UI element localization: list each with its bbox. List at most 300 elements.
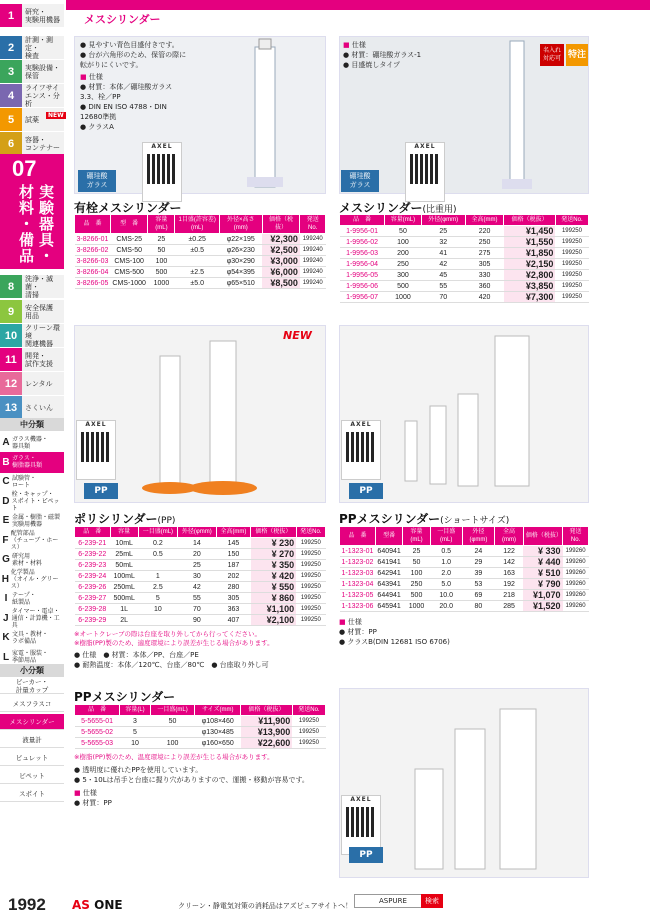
mid-category-G[interactable] xyxy=(0,549,64,570)
table-cell: 5 xyxy=(138,593,177,604)
table-cell: ±0.5 xyxy=(175,245,219,256)
table-cell: 3-8266-02 xyxy=(76,246,109,254)
table-cell: 25mL xyxy=(110,549,138,560)
table-cell: 1-9956-04 xyxy=(340,259,385,270)
table-cell: ¥ 440 xyxy=(523,557,562,568)
table-cell: 1-1323-01 xyxy=(341,547,374,555)
chapter-label-text: 研究・ 実験用機器 xyxy=(25,7,60,24)
table-row xyxy=(75,245,326,256)
chapter-07-title: 材料・備品 xyxy=(17,184,35,264)
table-cell: 202 xyxy=(216,571,250,582)
mid-category-H[interactable] xyxy=(0,569,64,590)
col-header: 発送No. xyxy=(292,705,325,716)
table-cell: CMS-50 xyxy=(110,245,147,256)
table-cell: 199260 xyxy=(563,579,589,590)
axel-qr-code[interactable]: AXEL xyxy=(341,795,381,855)
table-cell: 199260 xyxy=(563,590,589,601)
table-cell: ¥3,000 xyxy=(262,256,300,267)
mid-category-label: 配管部品 （チューブ・ホース） xyxy=(10,529,59,551)
table-cell: 70 xyxy=(178,604,217,615)
table-row xyxy=(75,582,326,593)
table-cell: ¥1,100 xyxy=(251,604,297,615)
s1-spec: ● 材質：本体／硼珪酸ガラス3.3、栓／PP xyxy=(80,83,173,101)
table-row xyxy=(75,593,326,604)
table-cell: 199250 xyxy=(555,226,588,237)
small-category-item[interactable]: スポイト xyxy=(0,786,64,802)
table-cell: 25 xyxy=(421,226,465,237)
s2-spec-head: ■ 仕様 xyxy=(343,41,366,49)
table-cell: ¥22,600 xyxy=(241,738,293,749)
table-row xyxy=(75,560,326,571)
name-print-tag: 名入れ 対応可 xyxy=(540,44,564,66)
table-cell: 3-8266-05 xyxy=(76,279,109,287)
table-cell: ¥6,000 xyxy=(262,267,300,278)
axel-qr-code[interactable]: AXEL xyxy=(341,420,381,480)
table-cell: ¥ 420 xyxy=(251,571,297,582)
table-row xyxy=(340,579,589,590)
table-cell: ¥ 350 xyxy=(251,560,297,571)
table-cell: 199240 xyxy=(300,267,326,278)
table-cell: 90 xyxy=(178,615,217,626)
table-cell: 199250 xyxy=(296,538,325,549)
table-cell: 39 xyxy=(462,568,495,579)
s5-note: ※樹脂(PP)製のため、温度環境により誤差が生じる場合があります。 xyxy=(74,753,274,761)
col-header: 価格（税抜） xyxy=(523,527,562,546)
table-cell: 10mL xyxy=(110,538,138,549)
mid-category-B[interactable] xyxy=(0,452,64,473)
table-cell: 1-9956-05 xyxy=(340,270,385,281)
table-cell: ¥ 550 xyxy=(251,582,297,593)
table-cell: 6-239-22 xyxy=(75,549,111,560)
table-row xyxy=(340,270,589,281)
search-button[interactable]: 検索 xyxy=(421,894,443,908)
col-header: 品 番 xyxy=(340,527,376,546)
table-cell: ¥ 330 xyxy=(523,546,562,557)
table-cell: 1000 xyxy=(403,601,430,612)
chapter-label xyxy=(22,300,64,323)
col-header: 価格（税抜） xyxy=(241,705,293,716)
sidebar-chapter-2[interactable] xyxy=(0,36,64,59)
small-category-item[interactable]: メスフラスコ xyxy=(0,696,64,712)
s4-title: PPメスシリンダー(ショートサイズ) xyxy=(339,512,510,526)
table-cell: 199250 xyxy=(555,292,588,303)
table-cell: CMS-500 xyxy=(110,267,147,278)
s3-table xyxy=(74,526,326,626)
table-cell: CMS-1000 xyxy=(112,279,146,287)
new-badge: NEW xyxy=(283,329,312,342)
table-row xyxy=(340,237,589,248)
table-cell: 305 xyxy=(465,259,504,270)
chapter-number: 2 xyxy=(0,36,22,59)
custom-order-tag: 特注 xyxy=(566,44,588,66)
table-cell: ¥13,900 xyxy=(241,727,293,738)
chapter-label xyxy=(22,324,64,347)
table-cell: 1-9956-03 xyxy=(340,248,385,259)
table-cell: 1-9956-01 xyxy=(340,226,385,237)
mid-category-label: 文具・教材・ ラボ備品 xyxy=(12,630,49,645)
mid-category-letter: I xyxy=(4,593,8,604)
aspure-search-field[interactable]: ASPURE xyxy=(354,894,434,908)
s5-table xyxy=(74,704,326,749)
s2-spec-item: ● 材質：硼珪酸ガラス-1 xyxy=(343,51,422,59)
footer-text: クリーン・静電気対策の消耗品はアズピュアサイトへ！ xyxy=(178,902,353,910)
new-tag: NEW xyxy=(48,112,64,119)
table-cell: 218 xyxy=(495,590,524,601)
chapter-label-text: 開発・ 試作支援 xyxy=(25,351,53,368)
table-cell: 199240 xyxy=(300,234,326,245)
borosilicate-badge: 硼珪酸 ガラス xyxy=(341,170,379,192)
sidebar-chapter-4[interactable] xyxy=(0,84,64,107)
table-cell: 1-1323-05 xyxy=(341,591,374,599)
table-cell: 50 xyxy=(385,226,422,237)
s4-spec-item: ● 材質：PP xyxy=(339,628,377,636)
small-category-item[interactable]: ビーカー・ 計量カップ xyxy=(0,678,64,694)
table-cell: 199250 xyxy=(296,571,325,582)
col-header: サイズ(mm) xyxy=(195,705,241,716)
sidebar-chapter-11[interactable] xyxy=(0,348,64,371)
mid-category-C[interactable] xyxy=(0,471,64,492)
chapter-number: 5 xyxy=(0,108,22,131)
table-row xyxy=(340,292,589,303)
chapter-label xyxy=(22,132,64,155)
table-row xyxy=(75,267,326,278)
mid-category-E[interactable] xyxy=(0,510,64,531)
table-cell: 163 xyxy=(495,568,524,579)
table-cell: φ108×460 xyxy=(195,716,241,727)
axel-qr-code[interactable]: AXEL xyxy=(405,142,445,202)
table-cell: ±2.5 xyxy=(175,267,219,278)
table-row xyxy=(75,538,326,549)
table-cell: 407 xyxy=(216,615,250,626)
table-cell: 500mL xyxy=(110,593,138,604)
table-cell: 199250 xyxy=(555,270,588,281)
s5-bullet: ● 5・10Lは吊手と台座に握り穴がありますので、運搬・移動が容易です。 xyxy=(74,776,309,784)
table-cell: ¥2,800 xyxy=(504,270,555,281)
s2-title: メスシリンダー(比重用) xyxy=(339,201,457,215)
table-row xyxy=(340,568,589,579)
table-row xyxy=(340,601,589,612)
table-cell: 192 xyxy=(495,579,524,590)
table-cell: 285 xyxy=(495,601,524,612)
table-cell: φ30×290 xyxy=(219,256,262,267)
s2-table xyxy=(339,214,589,303)
table-cell: ¥11,900 xyxy=(241,716,293,727)
table-cell: 1000 xyxy=(385,292,422,303)
mid-category-label: 栓・キャップ・ スポイト・ピペット xyxy=(11,490,60,512)
col-header: 全高(mm) xyxy=(465,215,504,226)
table-cell: 100 xyxy=(403,568,430,579)
col-header: 品 番 xyxy=(340,215,385,226)
table-cell: 122 xyxy=(495,546,524,557)
table-cell: CMS-25 xyxy=(110,234,147,245)
s3-title: ポリシリンダー(PP) xyxy=(74,512,176,526)
table-cell: 360 xyxy=(465,281,504,292)
mid-category-F[interactable] xyxy=(0,530,64,551)
table-cell: 55 xyxy=(178,593,217,604)
table-cell: 1-9956-06 xyxy=(340,281,385,292)
chapter-number: 8 xyxy=(0,275,22,298)
table-cell: φ54×395 xyxy=(219,267,262,278)
sidebar-chapter-6[interactable] xyxy=(0,132,64,155)
s3-spec: ● 耐熱温度：本体／120℃、台座／80℃ ● 台座取り外し可 xyxy=(74,661,269,669)
table-cell: 645941 xyxy=(377,602,401,610)
table-cell: φ130×485 xyxy=(195,727,241,738)
table-cell: 500 xyxy=(148,267,175,278)
table-cell: 199240 xyxy=(300,256,326,267)
col-header: 外径(φmm) xyxy=(421,215,465,226)
mid-category-letter: D xyxy=(2,495,10,507)
table-row xyxy=(75,716,326,727)
mid-category-letter: G xyxy=(2,554,10,565)
chapter-number: 9 xyxy=(0,300,22,323)
col-header: 品 番 xyxy=(75,215,111,234)
chapter-label xyxy=(22,372,64,395)
table-cell: 220 xyxy=(465,226,504,237)
table-cell: 29 xyxy=(462,557,495,568)
table-row xyxy=(340,557,589,568)
s1-table xyxy=(74,214,326,289)
mid-category-letter: H xyxy=(1,573,9,585)
table-cell: 199250 xyxy=(555,237,588,248)
small-category-item[interactable]: メスシリンダー xyxy=(0,714,64,730)
col-header: 発送No. xyxy=(300,215,326,234)
table-cell: 6-239-26 xyxy=(75,582,111,593)
s1-spec: ● DIN EN ISO 4788・DIN 12680準拠 xyxy=(80,103,167,121)
table-cell: 199260 xyxy=(563,568,589,579)
sidebar-chapter-12[interactable] xyxy=(0,372,64,395)
s3-note: ※オートクレーブの際は台座を取り外してから行ってください。 xyxy=(74,630,261,638)
small-category-item[interactable]: ビュレット xyxy=(0,750,64,766)
table-cell: 5.0 xyxy=(430,579,462,590)
chapter-label xyxy=(22,60,64,83)
table-cell: 3-8266-04 xyxy=(76,268,109,276)
table-cell: 5-5655-02 xyxy=(75,727,120,738)
table-cell: 100 xyxy=(150,738,194,749)
table-cell: 199260 xyxy=(563,557,589,568)
mid-category-label: 家電・服装・ 季節用品 xyxy=(12,650,49,664)
col-header: 外径(φmm) xyxy=(462,527,495,546)
table-cell: ¥1,850 xyxy=(504,248,555,259)
axel-qr-code[interactable]: AXEL xyxy=(76,420,116,480)
col-header: 容量(L) xyxy=(120,705,151,716)
table-cell: 80 xyxy=(462,601,495,612)
col-header: 価格（税抜） xyxy=(504,215,555,226)
chapter-07-title: 実験器具・ xyxy=(37,184,55,264)
s5-title: PPメスシリンダー xyxy=(74,690,176,704)
as-one-logo: AS ONE xyxy=(72,898,123,912)
table-cell: 199250 xyxy=(292,738,325,749)
chapter-number: 3 xyxy=(0,60,22,83)
sidebar-chapter-10[interactable] xyxy=(0,324,64,347)
col-header: 1目盛(許容差) (mL) xyxy=(175,215,219,234)
col-header: 価格（税抜） xyxy=(251,527,297,538)
small-category-item[interactable]: ピペット xyxy=(0,768,64,784)
table-cell: 20 xyxy=(178,549,217,560)
table-cell: 6-239-21 xyxy=(75,538,111,549)
axel-qr-code[interactable]: AXEL xyxy=(142,142,182,202)
table-cell: 187 xyxy=(216,560,250,571)
chapter-07-number: 07 xyxy=(12,156,37,181)
s4-spec xyxy=(339,617,450,647)
table-cell: 6-239-23 xyxy=(75,560,111,571)
sidebar-chapter-13[interactable] xyxy=(0,396,64,419)
table-cell: 20.0 xyxy=(430,601,462,612)
col-header: 品 番 xyxy=(75,527,111,538)
table-cell: 5-5655-03 xyxy=(75,738,120,749)
top-bar xyxy=(66,0,650,10)
table-cell: 640941 xyxy=(377,547,401,555)
table-cell: 1-9956-02 xyxy=(340,237,385,248)
s3-spec: ● 仕様 ● 材質：本体／PP、台座／PE xyxy=(74,651,199,659)
col-header: 容量(mL) xyxy=(403,527,430,546)
table-cell: 55 xyxy=(421,281,465,292)
table-row xyxy=(340,546,589,557)
chapter-label xyxy=(22,396,64,419)
table-cell: ¥2,150 xyxy=(504,259,555,270)
small-category-item[interactable]: 液量計 xyxy=(0,732,64,748)
col-header: 容量(mL) xyxy=(385,215,422,226)
table-cell: 199250 xyxy=(296,549,325,560)
table-cell: 150 xyxy=(216,549,250,560)
table-cell: 1-1323-06 xyxy=(341,602,374,610)
sidebar-chapter-3[interactable] xyxy=(0,60,64,83)
chapter-number: 4 xyxy=(0,84,22,107)
s1-title: 有栓メスシリンダー xyxy=(74,201,182,215)
table-row xyxy=(75,604,326,615)
table-cell: 199250 xyxy=(555,259,588,270)
table-cell: 5 xyxy=(120,727,151,738)
col-header: 型 番 xyxy=(110,215,147,234)
table-cell: 199260 xyxy=(563,546,589,557)
chapter-label-text: クリーン環境 関連機器 xyxy=(25,323,60,348)
col-header: 型番 xyxy=(375,527,402,546)
s1-spec: ● クラスA xyxy=(80,123,114,131)
table-row xyxy=(340,259,589,270)
table-cell: 25 xyxy=(148,234,175,245)
mid-category-letter: F xyxy=(2,534,9,546)
col-header: 発送No. xyxy=(296,527,325,538)
table-cell: 250 xyxy=(403,579,430,590)
table-cell: 145 xyxy=(216,538,250,549)
table-cell: 10 xyxy=(138,604,177,615)
mid-category-J[interactable] xyxy=(0,608,64,629)
mid-category-header: 中分類 xyxy=(0,418,64,431)
col-header: 全高(mm) xyxy=(216,527,250,538)
table-row xyxy=(75,278,326,289)
mid-category-letter: B xyxy=(2,456,10,468)
chapter-07-block[interactable] xyxy=(0,154,64,269)
table-row xyxy=(75,256,326,267)
mid-category-letter: A xyxy=(2,437,10,448)
table-cell: 250mL xyxy=(110,582,138,593)
sidebar-chapter-8[interactable] xyxy=(0,275,64,298)
chapter-label-text: 実験設備・ 保管 xyxy=(25,63,60,80)
mid-category-A[interactable] xyxy=(0,432,64,453)
table-cell: ¥1,070 xyxy=(523,590,562,601)
s1-bullet: ● 見やすい青色目盛付きです。 xyxy=(80,41,179,49)
mid-category-D[interactable] xyxy=(0,491,64,512)
table-cell: ¥ 510 xyxy=(523,568,562,579)
table-cell: φ26×230 xyxy=(219,245,262,256)
s2-spec-item: ● 目盛焼しタイプ xyxy=(343,61,400,69)
table-cell: 199260 xyxy=(563,601,589,612)
sidebar-chapter-9[interactable] xyxy=(0,300,64,323)
table-cell: 199250 xyxy=(296,593,325,604)
pp-badge: PP xyxy=(349,847,383,863)
table-cell: 0.5 xyxy=(138,549,177,560)
table-cell: 1-1323-02 xyxy=(341,558,374,566)
table-cell: ¥1,550 xyxy=(504,237,555,248)
table-cell: 199250 xyxy=(296,582,325,593)
table-row xyxy=(75,234,326,245)
col-header: 価格（税抜） xyxy=(262,215,300,234)
table-cell: 199250 xyxy=(296,615,325,626)
chapter-label xyxy=(22,4,64,27)
table-cell: ¥2,500 xyxy=(262,245,300,256)
col-header: 発送No. xyxy=(563,527,589,546)
s4-table xyxy=(339,526,589,612)
table-cell: 643941 xyxy=(377,580,401,588)
table-cell: 250 xyxy=(465,237,504,248)
table-cell: 0.2 xyxy=(138,538,177,549)
table-cell: 199250 xyxy=(292,716,325,727)
table-cell: ¥ 860 xyxy=(251,593,297,604)
table-cell: 6-239-29 xyxy=(75,615,111,626)
mid-category-I[interactable] xyxy=(0,588,64,609)
table-cell: 641941 xyxy=(377,558,401,566)
mid-category-label: テープ・ 紙製品 xyxy=(12,591,36,606)
table-cell: 500 xyxy=(385,281,422,292)
table-cell: 1.0 xyxy=(430,557,462,568)
table-row xyxy=(340,590,589,601)
page-number: 1992 xyxy=(8,895,46,914)
col-header: 品 番 xyxy=(75,705,120,716)
sidebar-chapter-1[interactable] xyxy=(0,4,64,27)
col-header: 外径×高さ (mm) xyxy=(219,215,262,234)
s5-spec-head: ■ 仕様 xyxy=(74,789,97,797)
table-cell: 6-239-24 xyxy=(75,571,111,582)
table-cell: ¥8,500 xyxy=(262,278,300,289)
s5-features xyxy=(74,765,336,808)
table-cell: 3 xyxy=(120,716,151,727)
table-row xyxy=(340,248,589,259)
table-cell: 2L xyxy=(110,615,138,626)
s5-spec-item: ● 材質：PP xyxy=(74,799,112,807)
chapter-number: 6 xyxy=(0,132,22,155)
table-cell: 2.0 xyxy=(430,568,462,579)
table-row xyxy=(75,571,326,582)
col-header: 全高(mm) xyxy=(495,527,524,546)
table-row xyxy=(340,281,589,292)
s3-note: ※樹脂(PP)製のため、適度環境により誤差が生じる場合があります。 xyxy=(74,639,274,647)
chapter-label-text: レンタル xyxy=(25,379,53,388)
table-row xyxy=(75,615,326,626)
table-cell: 199240 xyxy=(300,245,326,256)
table-cell: 1 xyxy=(138,571,177,582)
table-cell: 305 xyxy=(216,593,250,604)
table-cell: 100mL xyxy=(110,571,138,582)
table-cell: CMS-100 xyxy=(110,256,147,267)
table-cell: 1-1323-03 xyxy=(341,569,374,577)
table-cell: 420 xyxy=(465,292,504,303)
table-cell: 500 xyxy=(403,590,430,601)
table-cell xyxy=(150,727,194,738)
table-cell: 1L xyxy=(110,604,138,615)
chapter-label xyxy=(22,36,64,59)
mid-category-K[interactable] xyxy=(0,627,64,648)
table-cell: 1-1323-04 xyxy=(341,580,374,588)
chapter-number: 11 xyxy=(0,348,22,371)
